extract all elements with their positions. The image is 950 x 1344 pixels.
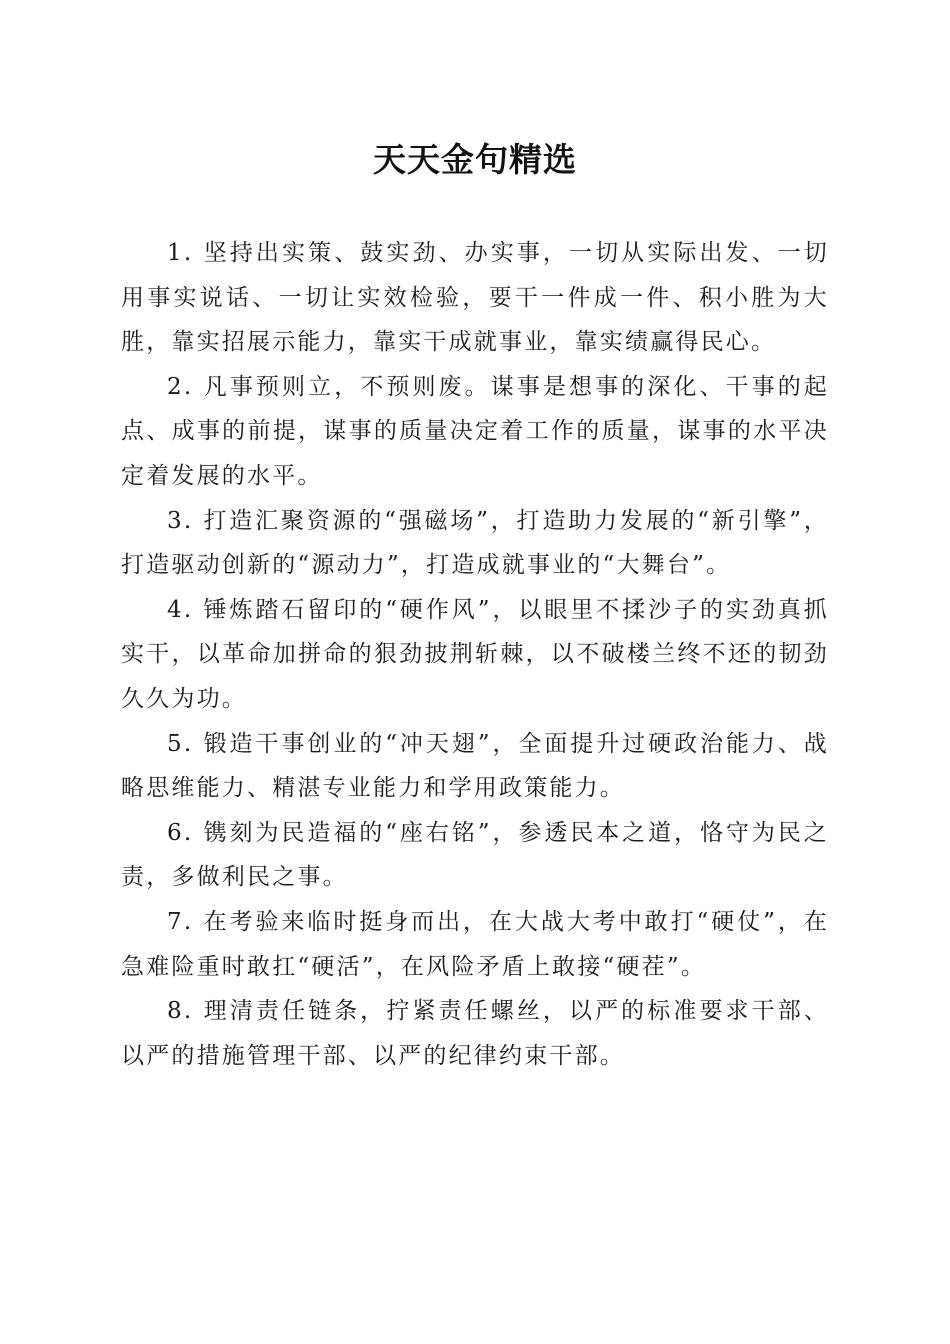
paragraph-6: 6. 镌刻为民造福的“座右铭”，参透民本之道，恪守为民之责，多做利民之事。 bbox=[121, 819, 829, 891]
paragraph-8: 8. 理清责任链条，拧紧责任螺丝，以严的标准要求干部、以严的措施管理干部、以严的纪律约束干部。 bbox=[121, 998, 829, 1069]
document-title: 天天金句精选 bbox=[373, 140, 577, 179]
paragraph-5: 5. 锻造干事创业的“冲天翅”，全面提升过硬政治能力、战略思维能力、精湛专业能力和学用政策能力。 bbox=[121, 730, 829, 802]
paragraph-3: 3. 打造汇聚资源的“强磁场”，打造助力发展的“新引擎”，打造驱动创新的“源动力”，打造成就事业的“大舞台”。 bbox=[121, 507, 829, 579]
paragraph-1: 1. 坚持出实策、鼓实劲、办实事，一切从实际出发、一切用事实说话、一切让实效检验，要干一件成一件、积小胜为大胜，靠实招展示能力，靠实干成就事业，靠实绩赢得民心。 bbox=[121, 240, 829, 356]
paragraph-2: 2. 凡事预则立，不预则废。谋事是想事的深化、干事的起点、成事的前提，谋事的质量决定着工作的质量，谋事的水平决定着发展的水平。 bbox=[121, 373, 829, 489]
paragraph-7: 7. 在考验来临时挺身而出，在大战大考中敢打“硬仗”，在急难险重时敢扛“硬活”，在风险矛盾上敢接“硬茬”。 bbox=[121, 908, 829, 980]
paragraph-4: 4. 锤炼踏石留印的“硬作风”，以眼里不揉沙子的实劲真抓实干，以革命加拼命的狠劲披荆斩棘，以不破楼兰终不还的韧劲久久为功。 bbox=[121, 596, 829, 712]
document-body bbox=[121, 231, 829, 1078]
